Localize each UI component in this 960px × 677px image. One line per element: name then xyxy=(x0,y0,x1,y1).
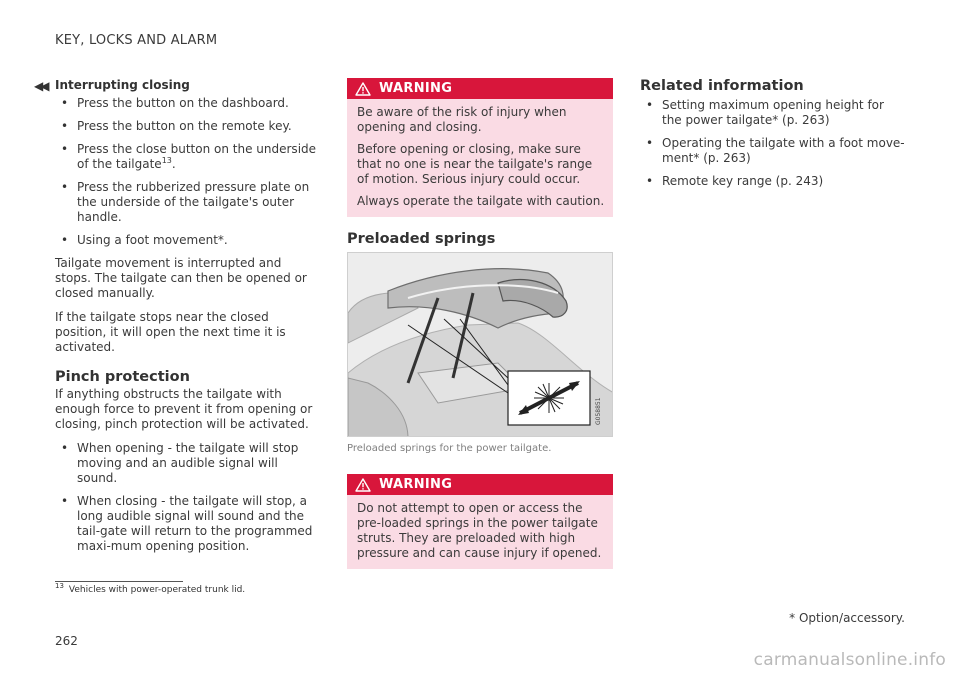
paragraph: If the tailgate stops near the closed position, it will open the next time it is activated. xyxy=(55,310,286,354)
column-1 xyxy=(55,78,320,562)
list-item-text: Press the close button on the underside of the tailgate xyxy=(77,142,317,171)
chapter-title: KEY, LOCKS AND ALARM xyxy=(55,33,218,48)
warning-label: WARNING xyxy=(379,81,453,96)
list-item: • Press the rubberized pressure plate on the underside of the tailgate's outer handle. xyxy=(55,180,320,225)
tailgate-illustration xyxy=(347,252,613,437)
option-accessory-note: * Option/accessory. xyxy=(789,611,905,625)
paragraph: Tailgate movement is interrupted and stops. The tailgate can then be opened or closed manually. xyxy=(55,256,307,300)
paragraph: If anything obstructs the tailgate with enough force to prevent it from opening or closing, pinch protection will be activated. xyxy=(55,387,313,431)
warning-header xyxy=(347,78,613,99)
related-link[interactable]: • Setting maximum opening height for the power tailgate* (p. 263) xyxy=(640,98,905,128)
warning-text: Always operate the tailgate with caution. xyxy=(357,194,605,208)
interrupting-closing-list xyxy=(55,96,320,248)
pinch-protection-heading: Pinch protection xyxy=(55,369,190,385)
list-item-period: . xyxy=(171,157,176,171)
list-item: • Using a foot movement*. xyxy=(55,233,320,248)
column-3 xyxy=(640,78,905,197)
figure-code: G058851 xyxy=(595,397,602,425)
footnote-reference[interactable]: 13 xyxy=(161,156,172,165)
related-information-heading: Related information xyxy=(640,78,804,94)
column-2 xyxy=(347,78,613,583)
back-arrow-icon[interactable]: ◀◀ xyxy=(34,79,47,93)
list-item: • Press the button on the dashboard. xyxy=(55,96,320,111)
watermark: carmanualsonline.info xyxy=(753,650,946,670)
list-item: • When opening - the tailgate will stop moving and an audible signal will sound. xyxy=(55,441,320,486)
footnote-number: 13 xyxy=(55,582,64,590)
related-link[interactable]: • Operating the tailgate with a foot move-ment* (p. 263) xyxy=(640,136,905,166)
related-information-list xyxy=(640,98,905,189)
list-item xyxy=(55,142,320,172)
footnote-text: Vehicles with power-operated trunk lid. xyxy=(68,585,246,595)
list-item: • When closing - the tailgate will stop, a long audible signal will sound and the tail-gate will return to the programmed maxi-mum opening position. xyxy=(55,494,320,554)
related-link[interactable]: • Remote key range (p. 243) xyxy=(640,174,905,189)
page-number: 262 xyxy=(55,634,78,648)
warning-text: Before opening or closing, make sure that no one is near the tailgate's range of motion. Serious injury could occur. xyxy=(357,142,593,186)
tailgate-drawing xyxy=(348,253,613,437)
warning-header xyxy=(347,474,613,495)
warning-body xyxy=(347,495,613,569)
warning-text: Be aware of the risk of injury when opening and closing. xyxy=(357,105,567,134)
warning-box xyxy=(347,78,613,217)
footnote-divider xyxy=(55,581,183,582)
warning-label: WARNING xyxy=(379,477,453,492)
footnote xyxy=(55,582,246,595)
warning-body xyxy=(347,99,613,217)
pinch-protection-list xyxy=(55,441,320,554)
warning-text: Do not attempt to open or access the pre-loaded springs in the power tailgate struts. They are preloaded with high pressure and can cause injury if opened. xyxy=(357,501,602,560)
list-item: • Press the button on the remote key. xyxy=(55,119,320,134)
warning-triangle-icon xyxy=(355,82,371,96)
warning-box xyxy=(347,474,613,569)
warning-triangle-icon xyxy=(355,478,371,492)
preloaded-springs-heading: Preloaded springs xyxy=(347,231,496,247)
interrupting-closing-heading: Interrupting closing xyxy=(55,78,190,92)
figure-caption: Preloaded springs for the power tailgate. xyxy=(347,443,552,454)
